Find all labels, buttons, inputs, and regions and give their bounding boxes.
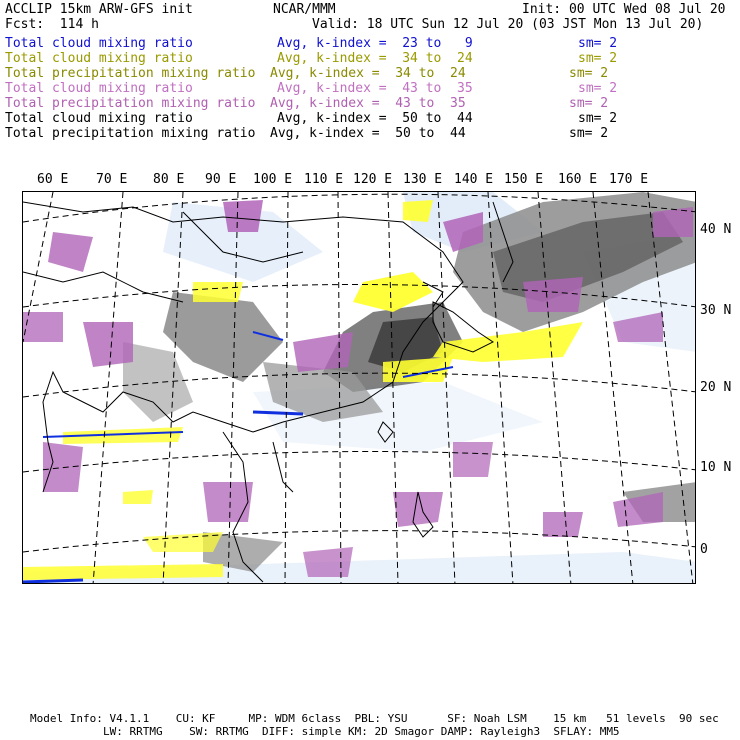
legend-field: Total cloud mixing ratio xyxy=(5,111,193,126)
legend-sm: sm= 2 xyxy=(569,126,609,141)
legend-sm: sm= 2 xyxy=(578,111,618,126)
legend-avg: Avg, k-index = 50 to 44 xyxy=(277,111,473,126)
legend-sm: sm= 2 xyxy=(569,66,609,81)
footer-line-2: LW: RRTMG SW: RRTMG DIFF: simple KM: 2D Smagor DAMP: Rayleigh3 SFLAY: MM5 xyxy=(103,725,620,738)
legend-field: Total cloud mixing ratio xyxy=(5,36,193,51)
legend-field: Total cloud mixing ratio xyxy=(5,81,193,96)
legend-avg: Avg, k-index = 50 to 44 xyxy=(270,126,466,141)
legend-sm: sm= 2 xyxy=(569,96,609,111)
lon-label: 140 E xyxy=(454,172,494,187)
legend-field: Total precipitation mixing ratio xyxy=(5,66,256,81)
lon-label: 80 E xyxy=(153,172,185,187)
lat-label: 20 N xyxy=(700,380,732,395)
cloud-fields xyxy=(23,192,696,584)
lon-label: 160 E xyxy=(558,172,598,187)
lat-label: 40 N xyxy=(700,222,732,237)
lon-label: 110 E xyxy=(304,172,344,187)
map-canvas xyxy=(23,192,696,584)
legend-avg: Avg, k-index = 34 to 24 xyxy=(277,51,473,66)
legend-field: Total cloud mixing ratio xyxy=(5,51,193,66)
legend-field: Total precipitation mixing ratio xyxy=(5,96,256,111)
valid-time: Valid: 18 UTC Sun 12 Jul 20 (03 JST Mon 13 Jul 20) xyxy=(312,17,704,32)
legend-sm: sm= 2 xyxy=(578,81,618,96)
lon-label: 100 E xyxy=(253,172,293,187)
footer-line-1: Model Info: V4.1.1 CU: KF MP: WDM 6class PBL: YSU SF: Noah LSM 15 km 51 levels 90 sec xyxy=(30,712,719,725)
lon-label: 60 E xyxy=(37,172,69,187)
lon-label: 120 E xyxy=(353,172,393,187)
lon-label: 170 E xyxy=(609,172,649,187)
lon-label: 150 E xyxy=(504,172,544,187)
forecast-map xyxy=(22,191,696,584)
legend-avg: Avg, k-index = 43 to 35 xyxy=(270,96,466,111)
lat-label: 30 N xyxy=(700,303,732,318)
legend-avg: Avg, k-index = 34 to 24 xyxy=(270,66,466,81)
lat-label: 0 xyxy=(700,542,708,557)
lon-label: 70 E xyxy=(96,172,128,187)
lon-label: 90 E xyxy=(205,172,237,187)
model-title: ACCLIP 15km ARW-GFS init xyxy=(5,2,193,17)
legend-avg: Avg, k-index = 23 to 9 xyxy=(277,36,473,51)
org-label: NCAR/MMM xyxy=(273,2,336,17)
legend-avg: Avg, k-index = 43 to 35 xyxy=(277,81,473,96)
forecast-hour: Fcst: 114 h xyxy=(5,17,99,32)
legend-field: Total precipitation mixing ratio xyxy=(5,126,256,141)
legend-sm: sm= 2 xyxy=(578,36,618,51)
lat-label: 10 N xyxy=(700,460,732,475)
init-time: Init: 00 UTC Wed 08 Jul 20 xyxy=(522,2,726,17)
legend-sm: sm= 2 xyxy=(578,51,618,66)
lon-label: 130 E xyxy=(403,172,443,187)
